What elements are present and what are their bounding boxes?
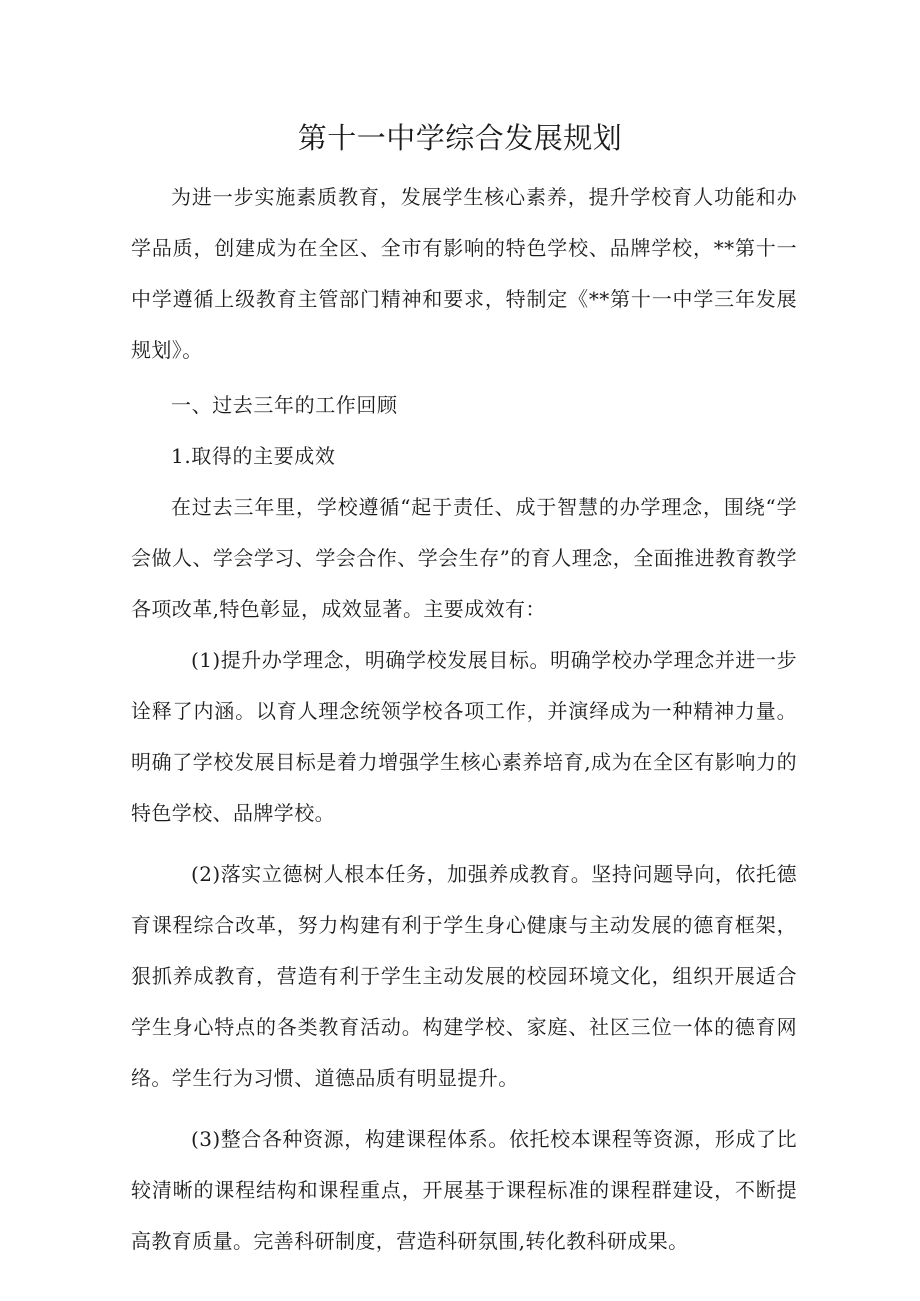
overview-paragraph: 在过去三年里，学校遵循“起于责任、成于智慧的办学理念，围绕“学会做人、学会学习、学会合作、学会生存”的育人理念，全面推进教育教学各项改革,特色彰显，成效显著。主要成效有： [131, 495, 797, 621]
document-body [131, 172, 797, 1267]
achievement-item-1: (1)提升办学理念，明确学校发展目标。明确学校办学理念并进一步诠释了内涵。以育人理念统领学校各项工作，并演绎成为一种精神力量。明确了学校发展目标是着力增强学生核心素养培育,成为在全区有影响力的特色学校、品牌学校。 [131, 648, 797, 825]
achievement-item-3: (3)整合各种资源，构建课程体系。依托校本课程等资源，形成了比较清晰的课程结构和课程重点，开展基于课程标准的课程群建设，不断提高教育质量。完善科研制度，营造科研氛围,转化教科研成果。 [131, 1127, 797, 1253]
intro-paragraph: 为进一步实施素质教育，发展学生核心素养，提升学校育人功能和办学品质，创建成为在全区、全市有影响的特色学校、品牌学校，**第十一中学遵循上级教育主管部门精神和要求，特制定《**第十一中学三年发展规划》。 [131, 185, 797, 362]
achievement-item-2: (2)落实立德树人根本任务，加强养成教育。坚持问题导向，依托德育课程综合改革，努力构建有利于学生身心健康与主动发展的德育框架，狠抓养成教育，营造有利于学生主动发展的校园环境文化，组织开展适合学生身心特点的各类教育活动。构建学校、家庭、社区三位一体的德育网络。学生行为习惯、道德品质有明显提升。 [131, 862, 797, 1090]
section-heading: 一、过去三年的工作回顾 [171, 393, 398, 417]
document-title: 第十一中学综合发展规划 [297, 121, 623, 155]
subsection-heading: 1.取得的主要成效 [171, 444, 336, 468]
